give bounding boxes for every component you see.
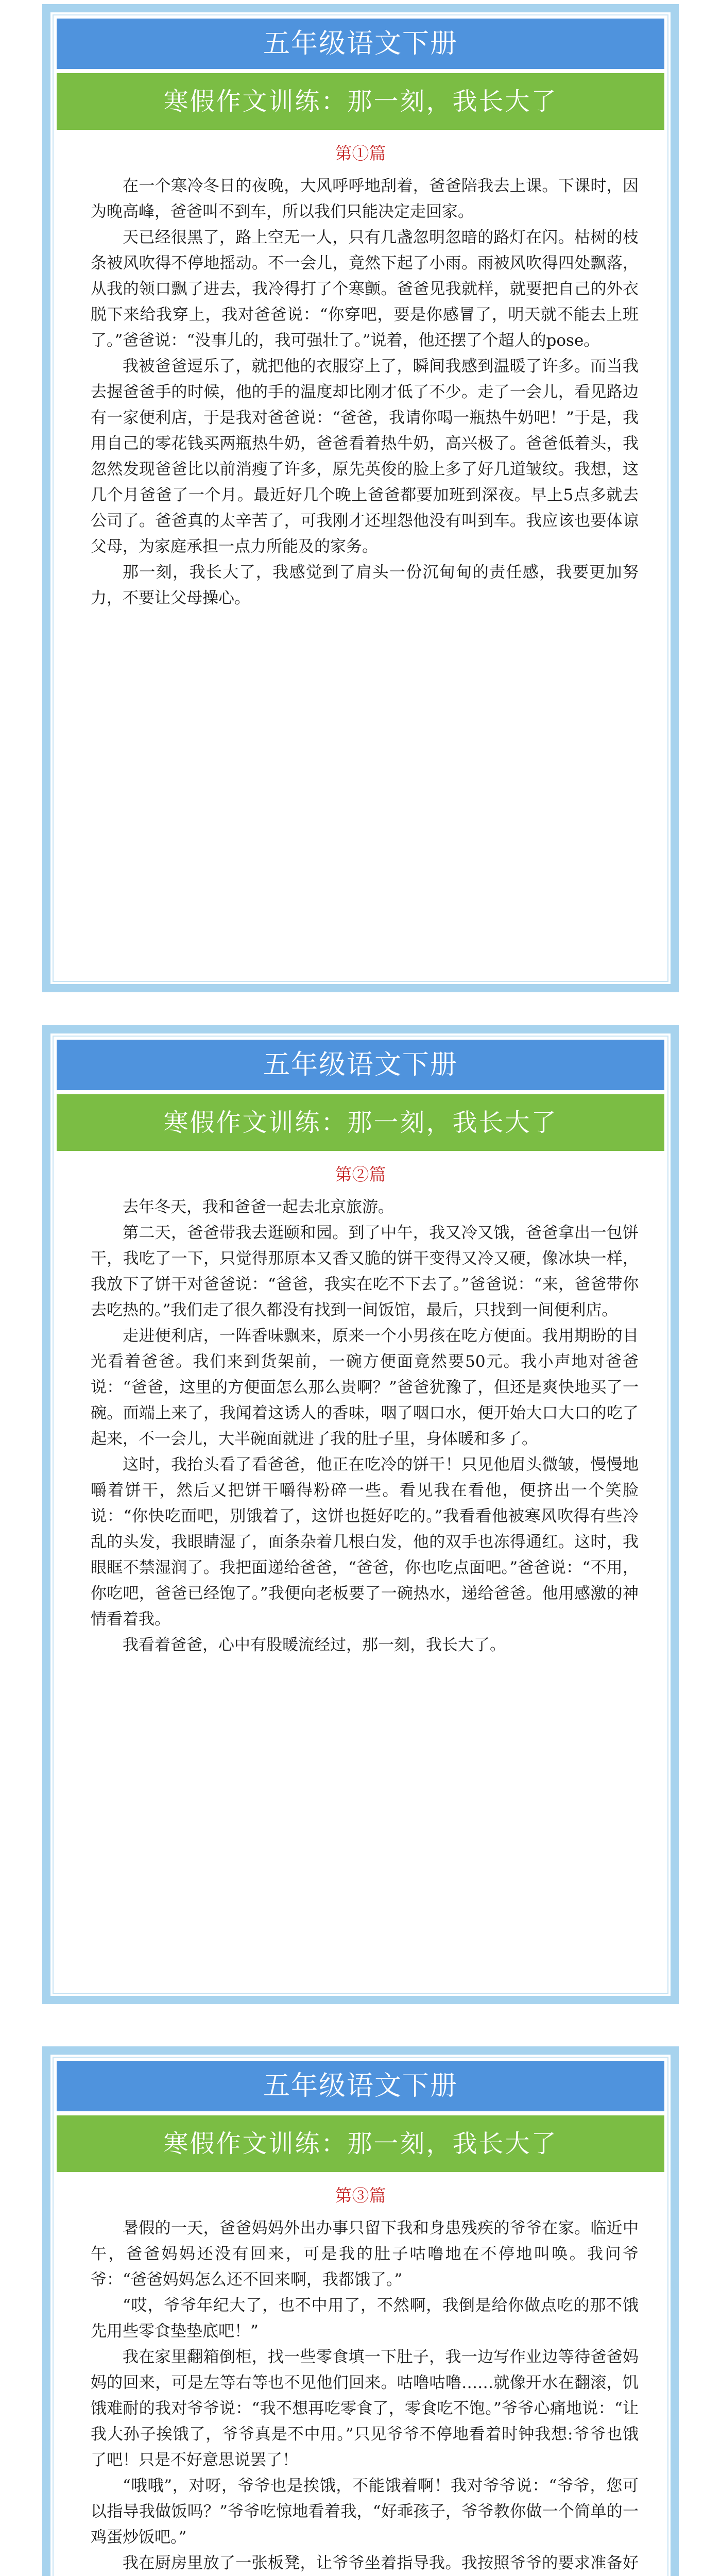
article-body bbox=[91, 1194, 639, 1658]
paragraph: 暑假的一天，爸爸妈妈外出办事只留下我和身患残疾的爷爷在家。临近中午，爸爸妈妈还没有回来，可是我的肚子咕噜地在不停地叫唤。我问爷爷：“爸爸妈妈怎么还不回来啊，我都饿了。” bbox=[91, 2219, 639, 2289]
article-card-1 bbox=[42, 4, 679, 992]
grade-title-banner: 五年级语文下册 bbox=[57, 19, 664, 69]
grade-title-banner: 五年级语文下册 bbox=[57, 2061, 664, 2111]
paragraph: 在一个寒冷冬日的夜晚，大风呼呼地刮着，爸爸陪我去上课。下课时，因为晚高峰，爸爸叫不到车，所以我们只能决定走回家。 bbox=[91, 177, 639, 221]
article-body bbox=[91, 2215, 639, 2576]
paragraph: “哎，爷爷年纪大了，也不中用了，不然啊，我倒是给你做点吃的那不饿先用些零食垫垫底吧！” bbox=[91, 2296, 639, 2341]
paragraph: 第二天，爸爸带我去逛颐和园。到了中午，我又冷又饿，爸爸拿出一包饼干，我吃了一下，只觉得那原本又香又脆的饼干变得又冷又硬，像冰块一样，我放下了饼干对爸爸说：“爸爸，我实在吃不下去了。”爸爸说：“来，爸爸带你去吃热的。”我们走了很久都没有找到一间饭馆，最后，只找到一间便利店。 bbox=[91, 1224, 639, 1319]
paragraph: “哦哦”，对呀，爷爷也是挨饿，不能饿着啊！我对爷爷说：“爷爷，您可以指导我做饭吗？”爷爷吃惊地看着我，“好乖孩子，爷爷教你做一个简单的一鸡蛋炒饭吧。” bbox=[91, 2477, 639, 2547]
article-card-3 bbox=[42, 2046, 679, 2576]
article-label: 第③篇 bbox=[335, 2185, 386, 2206]
topic-title-banner: 寒假作文训练：那一刻，我长大了 bbox=[57, 2115, 664, 2172]
paragraph: 天已经很黑了，路上空无一人，只有几盏忽明忽暗的路灯在闪。枯树的枝条被风吹得不停地摇动。不一会儿，竟然下起了小雨。雨被风吹得四处飘落，从我的领口飘了进去，我冷得打了个寒颤。爸爸见我就样，就要把自己的外衣脱下来给我穿上，我对爸爸说：“你穿吧，要是你感冒了，明天就不能去上班了。”爸爸说：“没事儿的，我可强壮了。”说着，他还摆了个超人的pose。 bbox=[91, 228, 639, 350]
paragraph: 去年冬天，我和爸爸一起去北京旅游。 bbox=[123, 1198, 394, 1216]
paragraph: 走进便利店，一阵香味飘来，原来一个小男孩在吃方便面。我用期盼的目光看着爸爸。我们来到货架前，一碗方便面竟然要50元。我小声地对爸爸说：“爸爸，这里的方便面怎么那么贵啊？”爸爸犹豫了，但还是爽快地买了一碗。面端上来了，我闻着这诱人的香味，咽了咽口水，便开始大口大口的吃了起来，不一会儿，大半碗面就进了我的肚子里，身体暖和多了。 bbox=[91, 1327, 639, 1448]
topic-title-banner: 寒假作文训练：那一刻，我长大了 bbox=[57, 1094, 664, 1151]
paragraph: 这时，我抬头看了看爸爸，他正在吃冷的饼干！只见他眉头微皱，慢慢地嚼着饼干，然后又把饼干嚼得粉碎一些。看见我在看他，便挤出一个笑脸说：“你快吃面吧，别饿着了，这饼也挺好吃的。”我看看他被寒风吹得有些冷乱的头发，我眼睛湿了，面条杂着几根白发，他的双手也冻得通红。这时，我眼眶不禁湿润了。我把面递给爸爸，“爸爸，你也吃点面吧。”爸爸说：“不用，你吃吧，爸爸已经饱了。”我便向老板要了一碗热水，递给爸爸。他用感激的神情看着我。 bbox=[91, 1455, 639, 1629]
article-label: 第②篇 bbox=[335, 1164, 386, 1184]
article-label: 第①篇 bbox=[335, 143, 386, 163]
article-body bbox=[91, 173, 639, 611]
article-card-2 bbox=[42, 1025, 679, 2004]
paragraph: 我被爸爸逗乐了，就把他的衣服穿上了，瞬间我感到温暖了许多。而当我去握爸爸手的时候，他的手的温度却比刚才低了不少。走了一会儿，看见路边有一家便利店，于是我对爸爸说：“爸爸，我请你喝一瓶热牛奶吧！”于是，我用自己的零花钱买两瓶热牛奶，爸爸看着热牛奶，高兴极了。爸爸低着头，我忽然发现爸爸比以前消瘦了许多，原先英俊的脸上多了好几道皱纹。我想，这几个月爸爸了一个月。最近好几个晚上爸爸都要加班到深夜。早上5点多就去公司了。爸爸真的太辛苦了，可我刚才还埋怨他没有叫到车。我应该也要体谅父母，为家庭承担一点力所能及的家务。 bbox=[91, 357, 639, 556]
paragraph: 我在厨房里放了一张板凳，让爷爷坐着指导我。我按照爷爷的要求准备好 bbox=[123, 2554, 639, 2572]
paragraph: 我看着爸爸，心中有股暖流经过，那一刻，我长大了。 bbox=[123, 1636, 506, 1654]
grade-title-banner: 五年级语文下册 bbox=[57, 1040, 664, 1090]
paragraph: 那一刻，我长大了，我感觉到了肩头一份沉甸甸的责任感，我要更加努力，不要让父母操心。 bbox=[91, 563, 639, 607]
topic-title-banner: 寒假作文训练：那一刻，我长大了 bbox=[57, 73, 664, 130]
paragraph: 我在家里翻箱倒柜，找一些零食填一下肚子，我一边写作业边等待爸爸妈妈的回来，可是左等右等也不见他们回来。咕噜咕噜……就像开水在翻滚，饥饿难耐的我对爷爷说：“我不想再吃零食了，零食吃不饱。”爷爷心痛地说：“让我大孙子挨饿了，爷爷真是不中用。”只见爷爷不停地看着时钟我想:爷爷也饿了吧！只是不好意思说罢了！ bbox=[91, 2348, 639, 2469]
